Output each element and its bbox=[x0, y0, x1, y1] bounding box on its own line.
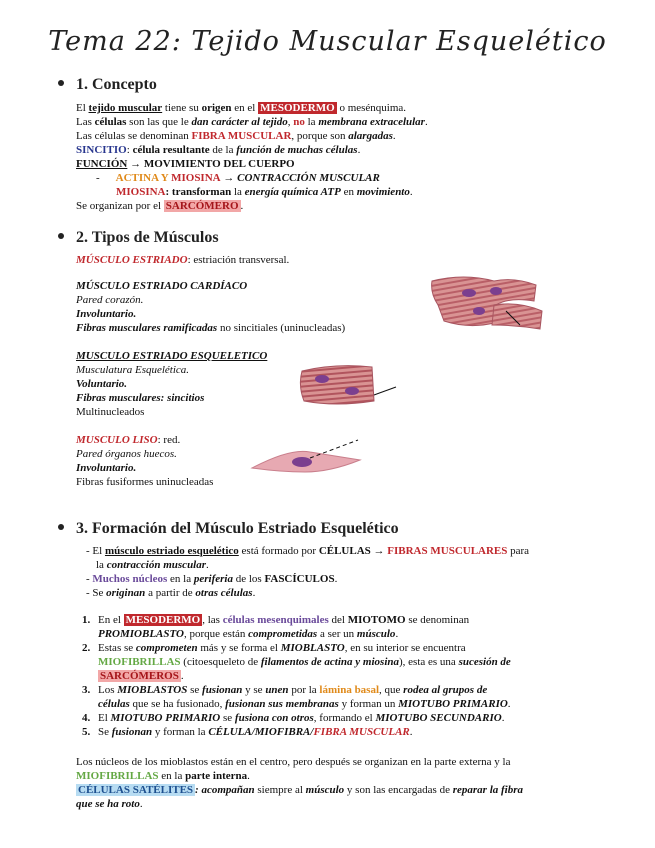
formacion-dash-list bbox=[86, 544, 529, 600]
text-line: Fibras musculares ramificadas no sincitiales (uninucleadas) bbox=[76, 322, 346, 334]
list-item: - El músculo estriado esquelético está formado por CÉLULAS → FIBRAS MUSCULARES para bbox=[86, 545, 530, 557]
formacion-paragraph bbox=[76, 755, 523, 811]
bullet-icon bbox=[58, 524, 64, 530]
text-line: MIOSINA: transforman la energía química ATP en movimiento. bbox=[116, 186, 413, 198]
text-line: - ACTINA Y MIOSINA → CONTRACCIÓN MUSCULAR bbox=[96, 172, 380, 184]
list-item: - Se originan a partir de otras células. bbox=[86, 587, 256, 599]
page-title: Tema 22: Tejido Muscular Esquelético bbox=[48, 26, 607, 57]
text-line: Involuntario. bbox=[76, 308, 137, 320]
text-line: Fibras musculares: sincitios bbox=[76, 392, 205, 404]
text-line: Fibras fusiformes uninucleadas bbox=[76, 476, 214, 488]
text-line: El tejido muscular tiene su origen en el MESODERMO o mesénquima. bbox=[76, 102, 407, 114]
bullet-icon bbox=[58, 80, 64, 86]
text-line: MÚSCULO ESTRIADO CARDÍACO bbox=[76, 280, 248, 292]
list-item: la contracción muscular. bbox=[96, 559, 209, 571]
formacion-numbered-list bbox=[80, 613, 511, 739]
text-line: SINCITIO: célula resultante de la función de muchas células. bbox=[76, 144, 361, 156]
bullet-icon bbox=[58, 233, 64, 239]
list-item: 5. Se fusionan y forman la CÉLULA/MIOFIBRA/FIBRA MUSCULAR. bbox=[82, 726, 413, 738]
text-line: Multinucleados bbox=[76, 406, 145, 418]
skeletal-muscle-illustration bbox=[296, 361, 400, 409]
list-item: SARCÓMEROS . bbox=[100, 670, 184, 682]
text-line: MIOFIBRILLAS en la parte interna. bbox=[76, 770, 250, 782]
spacer bbox=[76, 335, 345, 349]
cardiac-muscle-illustration bbox=[424, 271, 549, 333]
text-line: Pared corazón. bbox=[76, 294, 144, 306]
text-line: CÉLULAS SATÉLITES : acompañan siempre al músculo y son las encargadas de reparar la fibra bbox=[78, 784, 523, 796]
text-line: Voluntario. bbox=[76, 378, 128, 390]
text-line: Involuntario. bbox=[76, 462, 137, 474]
spacer bbox=[76, 419, 345, 433]
text-line: MUSCULO LISO: red. bbox=[76, 434, 181, 446]
list-item: MIOFIBRILLAS (citoesqueleto de filamentos de actina y miosina), esta es una sucesión de bbox=[98, 656, 511, 668]
list-item: células que se ha fusionado, fusionan sus membranas y forman un MIOTUBO PRIMARIO. bbox=[98, 698, 511, 710]
list-item: PROMIOBLASTO, porque están comprometidas a ser un músculo. bbox=[98, 628, 399, 640]
concepto-block bbox=[76, 101, 428, 213]
list-item: 1. En el MESODERMO , las células mesenquimales del MIOTOMO se denominan bbox=[82, 614, 470, 626]
list-item: 2. Estas se comprometen más y se forma el MIOBLASTO, en su interior se encuentra bbox=[82, 642, 466, 654]
section-heading-concepto: 1. Concepto bbox=[58, 76, 157, 94]
smooth-muscle-illustration bbox=[250, 438, 368, 478]
text-line: Las células se denominan FIBRA MUSCULAR, porque son alargadas. bbox=[76, 130, 396, 142]
list-item: - Muchos núcleos en la periferia de los FASCÍCULOS. bbox=[86, 573, 338, 585]
text-line: FUNCIÓN → MOVIMIENTO DEL CUERPO bbox=[76, 158, 295, 170]
text-line: Pared órganos huecos. bbox=[76, 448, 177, 460]
text-line: Se organizan por el SARCÓMERO . bbox=[76, 200, 244, 212]
text-line: que se ha roto. bbox=[76, 798, 143, 810]
section-heading-formacion: 3. Formación del Músculo Estriado Esquelético bbox=[58, 520, 399, 538]
list-item: 4. El MIOTUBO PRIMARIO se fusiona con otros, formando el MIOTUBO SECUNDARIO. bbox=[82, 712, 505, 724]
spacer bbox=[76, 267, 345, 279]
text-line: Las células son las que le dan carácter al tejido, no la membrana extracelular. bbox=[76, 116, 428, 128]
text-line: MÚSCULO ESTRIADO: estriación transversal. bbox=[76, 254, 290, 266]
text-line: MUSCULO ESTRIADO ESQUELETICO bbox=[76, 350, 268, 362]
list-item: 3. Los MIOBLASTOS se fusionan y se unen por la lámina basal, que rodea al grupos de bbox=[82, 684, 488, 696]
text-line: Musculatura Esquelética. bbox=[76, 364, 190, 376]
section-heading-tipos: 2. Tipos de Músculos bbox=[58, 229, 219, 247]
text-line: Los núcleos de los mioblastos están en el centro, pero después se organizan en la parte externa y la bbox=[76, 756, 511, 768]
